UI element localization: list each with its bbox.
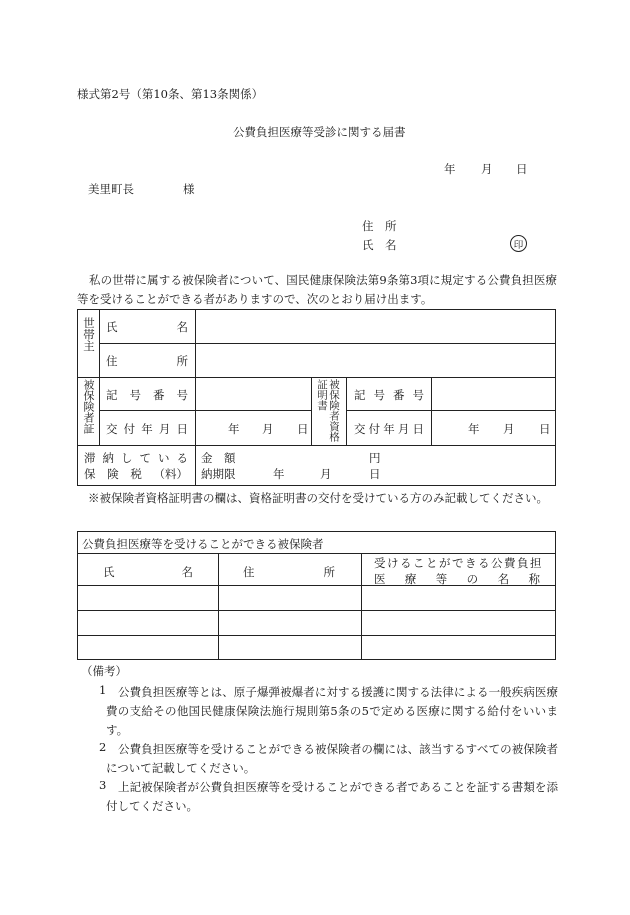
rule bbox=[195, 309, 196, 486]
char: 号 bbox=[176, 388, 188, 402]
cert-issue-date-label bbox=[354, 421, 424, 437]
char: 月 bbox=[158, 422, 171, 436]
arrears-label-line2 bbox=[84, 466, 188, 482]
cert-issue-month: 月 bbox=[503, 422, 515, 436]
seal-mark: 印 bbox=[510, 235, 527, 252]
intro-paragraph bbox=[77, 271, 557, 309]
rule bbox=[346, 410, 556, 411]
cert-symbol-number-label bbox=[354, 387, 424, 403]
char: 記 bbox=[106, 388, 118, 402]
char: る bbox=[176, 451, 188, 465]
name-label-2: 名 bbox=[176, 320, 188, 334]
cert-symbol-number-input[interactable] bbox=[436, 384, 550, 404]
rule bbox=[99, 410, 311, 411]
householder-address-input[interactable] bbox=[200, 350, 550, 370]
char: 等 bbox=[435, 572, 448, 586]
rule bbox=[77, 445, 556, 446]
issue-day: 日 bbox=[297, 422, 309, 436]
rule bbox=[311, 377, 312, 445]
issue-date-label bbox=[106, 421, 188, 437]
col-institution-header-1: 受けることができる公費負担 bbox=[374, 556, 543, 570]
char: 名 bbox=[181, 565, 193, 579]
char: 名 bbox=[497, 572, 510, 586]
amount-label: 金 額 bbox=[201, 451, 236, 465]
char: 交 bbox=[106, 422, 118, 436]
symbol-number-input[interactable] bbox=[200, 384, 305, 404]
rule bbox=[77, 553, 556, 554]
addressee-name: 美里町長 bbox=[88, 182, 134, 196]
char: 保 bbox=[84, 467, 96, 481]
char: 療 bbox=[404, 572, 417, 586]
row1-name-input[interactable] bbox=[80, 588, 215, 608]
applicant-address-label: 住 所 bbox=[362, 219, 397, 233]
deadline-year: 年 bbox=[273, 467, 285, 481]
char: 月 bbox=[397, 422, 410, 436]
char: 納 bbox=[102, 451, 114, 465]
householder-name-input[interactable] bbox=[200, 316, 550, 336]
char: 号 bbox=[412, 388, 424, 402]
char: （料） bbox=[153, 467, 188, 481]
issue-month: 月 bbox=[262, 422, 274, 436]
name-label-1: 氏 bbox=[106, 320, 118, 334]
char: 記 bbox=[354, 388, 366, 402]
char: 所 bbox=[323, 565, 335, 579]
remark-2-number: 2 bbox=[99, 740, 107, 754]
char: 番 bbox=[393, 388, 405, 402]
char: い bbox=[158, 451, 170, 465]
address-label-2: 所 bbox=[176, 354, 188, 368]
name-label bbox=[106, 319, 188, 335]
remark-3-number: 3 bbox=[99, 778, 107, 792]
char: 号 bbox=[373, 388, 385, 402]
date-month: 月 bbox=[481, 162, 493, 176]
remark-2 bbox=[106, 740, 558, 778]
table2-header: 公費負担医療等を受けることができる被保険者 bbox=[82, 537, 324, 551]
remark-1-number: 1 bbox=[99, 683, 107, 697]
char: の bbox=[466, 572, 479, 586]
date-day: 日 bbox=[516, 162, 528, 176]
char: 険 bbox=[107, 467, 119, 481]
remark-2-text: 公費負担医療等を受けることができる被保険者の欄には、該当するすべての被保険者について記載してください。 bbox=[106, 742, 558, 775]
char: 付 bbox=[123, 422, 136, 436]
char: 号 bbox=[129, 388, 141, 402]
rule bbox=[218, 553, 219, 660]
qualification-cert-label: 被保険者資格証明書 bbox=[316, 379, 340, 442]
amount-unit: 円 bbox=[369, 451, 381, 465]
rule bbox=[77, 635, 556, 636]
rule bbox=[361, 553, 362, 660]
rule bbox=[431, 377, 432, 445]
row1-institution-input[interactable] bbox=[364, 588, 553, 608]
rule bbox=[77, 610, 556, 611]
intro-text: 私の世帯に属する被保険者について、国民健康保険法第9条第3項に規定する公費負担医療等を受けることができる者がありますので、次のとおり届け出ます。 bbox=[77, 273, 557, 306]
char: 交 bbox=[354, 422, 366, 436]
date-year: 年 bbox=[444, 162, 456, 176]
form-number: 様式第2号（第10条、第13条関係） bbox=[77, 87, 264, 101]
col-name-header bbox=[103, 564, 193, 580]
char: 年 bbox=[141, 422, 153, 436]
remark-1-text: 公費負担医療等とは、原子爆弾被爆者に対する援護に関する法律による一般疾病医療費の支給その他国民健康保険法施行規則第5条の5で定める医療に関する給付をいいます。 bbox=[106, 685, 558, 737]
cert-issue-year: 年 bbox=[468, 422, 480, 436]
remarks-heading: （備考） bbox=[81, 664, 127, 678]
char: 称 bbox=[528, 572, 540, 586]
row2-address-input[interactable] bbox=[221, 613, 358, 633]
row3-institution-input[interactable] bbox=[364, 638, 553, 658]
deadline-day: 日 bbox=[369, 467, 381, 481]
deadline-label: 納期限 bbox=[201, 467, 236, 481]
char: 医 bbox=[374, 572, 386, 586]
householder-label: 世帯主 bbox=[82, 317, 96, 352]
address-label-1: 住 bbox=[106, 354, 118, 368]
char: て bbox=[139, 451, 151, 465]
deadline-month: 月 bbox=[320, 467, 332, 481]
char: 日 bbox=[412, 422, 424, 436]
symbol-number-label bbox=[106, 387, 188, 403]
char: 付 bbox=[368, 422, 381, 436]
arrears-label-line1 bbox=[84, 450, 188, 466]
remark-3-text: 上記被保険者が公費負担医療等を受けることができる者であることを証する書類を添付してください。 bbox=[106, 780, 558, 813]
addressee-honorific: 様 bbox=[183, 182, 195, 196]
char: 滞 bbox=[84, 451, 96, 465]
char: 氏 bbox=[103, 565, 115, 579]
rule bbox=[77, 377, 556, 378]
char: 番 bbox=[153, 388, 165, 402]
remark-3 bbox=[106, 778, 558, 816]
col-address-header bbox=[243, 564, 335, 580]
char: 日 bbox=[176, 422, 188, 436]
address-label bbox=[106, 353, 188, 369]
row2-name-input[interactable] bbox=[80, 613, 215, 633]
rule bbox=[346, 377, 347, 445]
rule bbox=[99, 309, 100, 445]
row3-name-input[interactable] bbox=[80, 638, 215, 658]
row2-institution-input[interactable] bbox=[364, 613, 553, 633]
char: 税 bbox=[130, 467, 142, 481]
row1-address-input[interactable] bbox=[221, 588, 358, 608]
document-title: 公費負担医療等受診に関する届書 bbox=[233, 125, 406, 139]
col-institution-header-2 bbox=[374, 571, 540, 587]
insurance-card-label: 被保険者証 bbox=[82, 379, 95, 434]
cert-issue-day: 日 bbox=[539, 422, 551, 436]
char: 年 bbox=[383, 422, 395, 436]
char: し bbox=[121, 451, 133, 465]
row3-address-input[interactable] bbox=[221, 638, 358, 658]
applicant-name-label: 氏 名 bbox=[362, 238, 397, 252]
note: ※被保険者資格証明書の欄は、資格証明書の交付を受けている方のみ記載してください。 bbox=[88, 491, 548, 505]
issue-year: 年 bbox=[228, 422, 240, 436]
char: 住 bbox=[243, 565, 255, 579]
rule bbox=[99, 343, 556, 344]
remark-1 bbox=[106, 683, 558, 740]
